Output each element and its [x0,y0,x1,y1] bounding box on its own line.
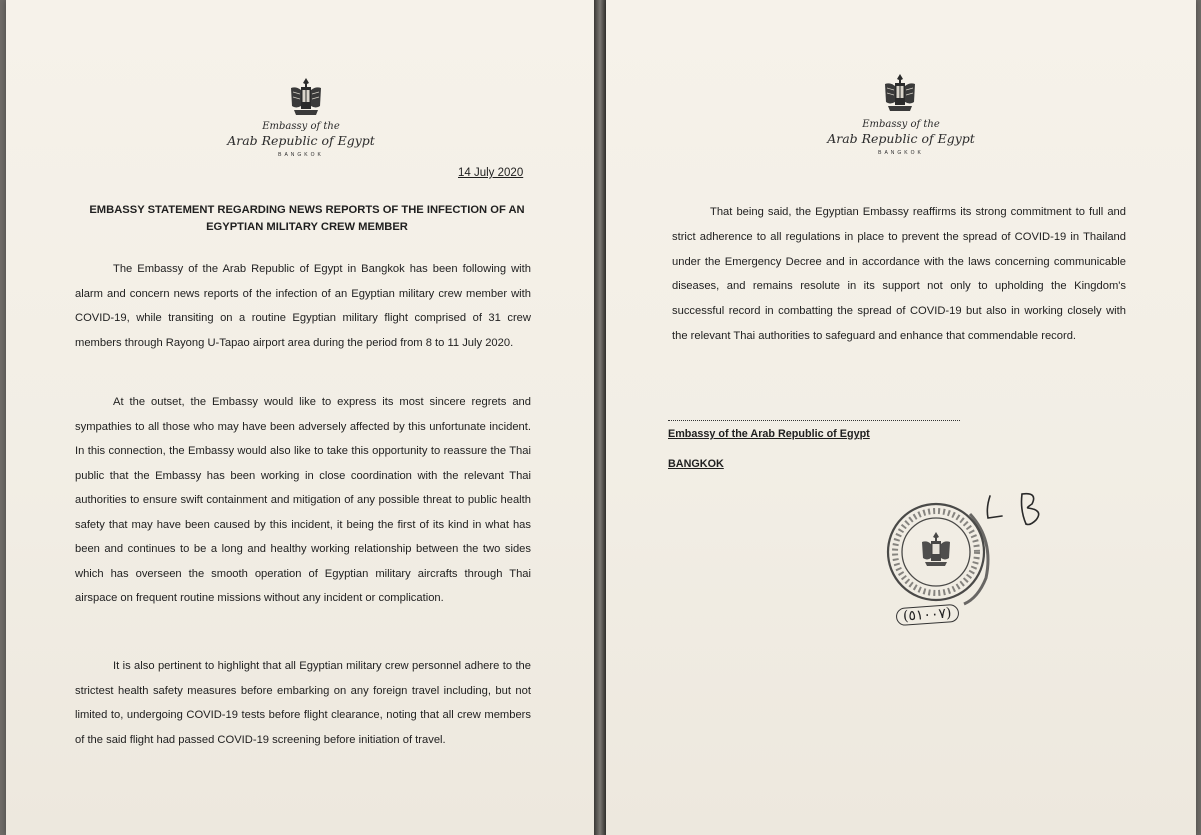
paragraph-1: The Embassy of the Arab Republic of Egypt in Bangkok has been following with alarm and concern news reports of the infection of an Egyptian military crew member with COVID-19, while transiting on a routine Egyptian military flight comprised of 31 crew members through Rayong U-Tapao airport area during the period from 8 to 11 July 2020. [75,263,531,349]
paragraph-3: It is also pertinent to highlight that all Egyptian military crew personnel adhere to the strictest health safety measures before embarking on any foreign travel including, but not limited to, undergoing COVID-19 tests before flight clearance, noting that all crew members of the said flight had passed COVID-19 screening before initiation of travel. [75,660,531,746]
handwritten-initials [980,488,1050,534]
letterhead-line-1: Embassy of the [262,121,340,132]
paragraph-2: At the outset, the Embassy would like to express its most sincere regrets and sympathies to all those who may have been adversely affected by this unfortunate incident. In this connection, the Embassy would also like to take this opportunity to reassure the Thai public that the Embassy has been working in close coordination with the relevant Thai authorities to ensure swift containment and mitigation of any possible threat to public health safety that may have been caused by this incident, it being the first of its kind in what has been and continues to be a long and healthy working relationship between the two sides which has overseen the smooth operation of Egyptian military aircrafts through Thai airspace on frequent routine missions without any incident or complication. [75,396,531,604]
document-page-2 [606,0,1196,835]
paragraph-4: That being said, the Egyptian Embassy reaffirms its strong commitment to full and strict adherence to all regulations in place to prevent the spread of COVID-19 in Thailand under the Emergency Decree and in accordance with the laws concerning communicable diseases, and remains resolute in its support not only to upholding the Kingdom's successful record in combatting the spread of COVID-19 but also in working closely with the relevant Thai authorities to safeguard and enhance that commendable record. [672,206,1126,342]
signature-city: BANGKOK [668,458,724,470]
stamp-number-text: (٥١٠٠٧) [902,605,953,625]
signature-dotted-line [668,420,960,421]
title-line-1: EMBASSY STATEMENT REGARDING NEWS REPORTS OF THE INFECTION OF AN [89,204,525,216]
letterhead-city: BANGKOK [278,152,324,158]
eagle-crest-icon [288,76,324,120]
document-page-1 [6,0,594,835]
document-date: 14 July 2020 [458,167,524,179]
letterhead [216,120,386,160]
signature-embassy-name: Embassy of the Arab Republic of Egypt [668,428,870,440]
page-gutter [594,0,606,835]
letterhead-line-1: Embassy of the [862,119,940,130]
document-title [66,202,548,236]
title-line-2: EGYPTIAN MILITARY CREW MEMBER [206,221,408,233]
stamp-number [895,604,959,626]
letterhead-line-2: Arab Republic of Egypt [227,133,375,148]
letterhead [816,118,986,158]
letterhead-line-2: Arab Republic of Egypt [827,131,975,146]
eagle-crest-icon [882,72,918,116]
letterhead-city: BANGKOK [878,150,924,156]
